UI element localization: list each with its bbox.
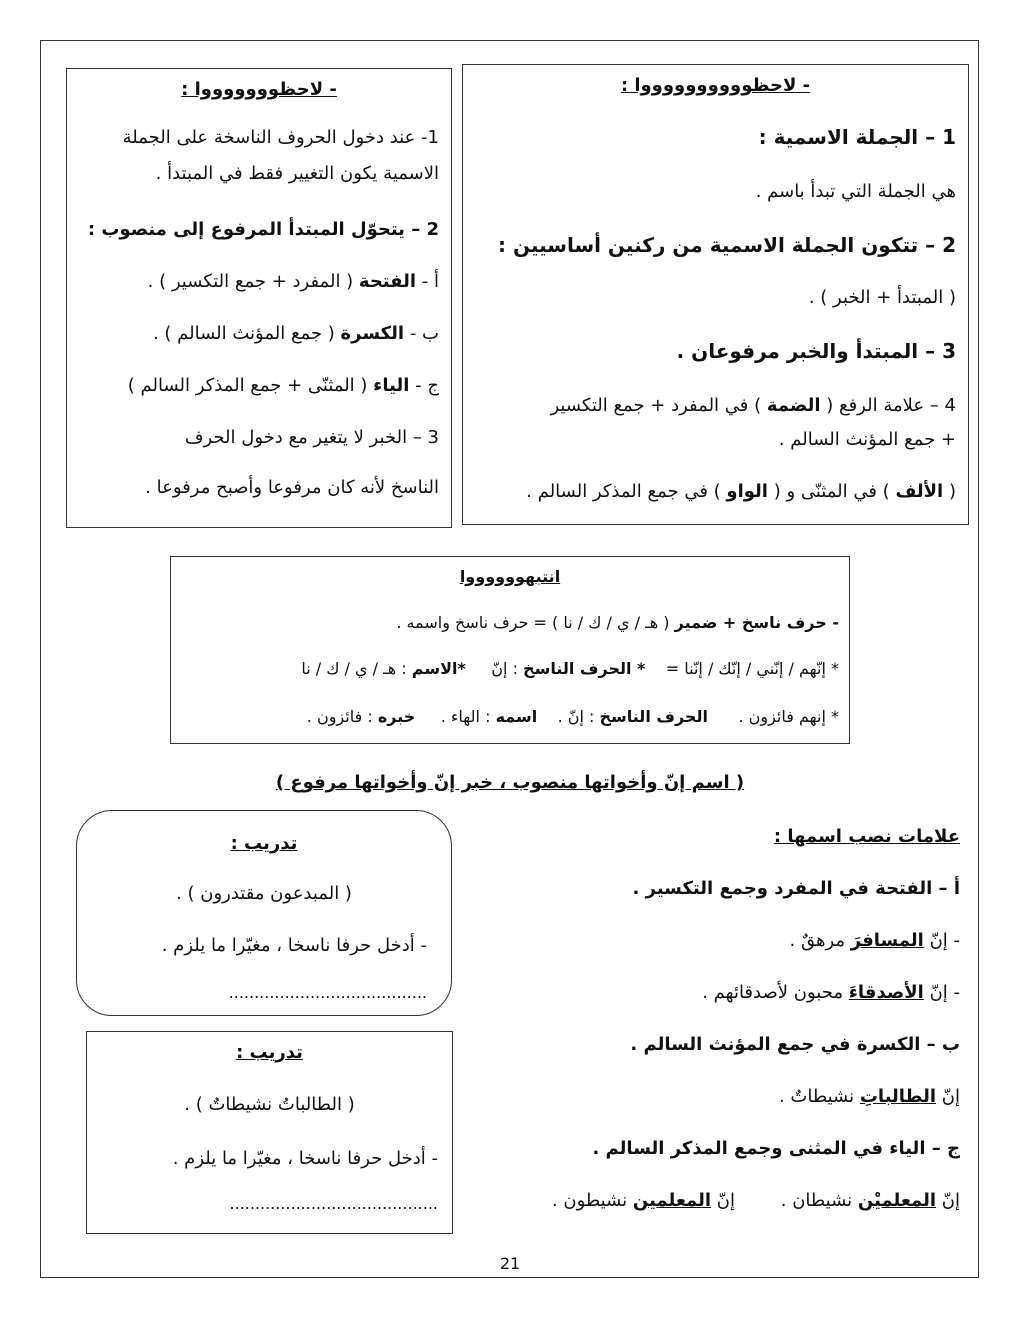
p2-title: 2 – تتكون الجملة الاسمية من ركنين أساسيين : xyxy=(497,233,956,257)
row-1: - حرف ناسخ + ضمير ( هـ / ي / ك / نا ) = حرف ناسخ واسمه . xyxy=(396,613,839,632)
p1-text: هي الجملة التي تبدأ باسم . xyxy=(755,181,956,202)
notes-box-right xyxy=(462,64,969,525)
exercise-box-2 xyxy=(86,1031,453,1234)
p4-line2: + جمع المؤنث السالم . xyxy=(778,429,956,450)
heading: انتبهووووووا xyxy=(459,567,561,586)
signs-example-3: إنّ الطالباتِ نشيطاتٌ . xyxy=(778,1086,960,1107)
heading: - لاحظووووووووووا : xyxy=(620,75,811,96)
answer-line[interactable]: ....................................... xyxy=(228,983,427,1002)
exercise-instruction: - أدخل حرفا ناسخا ، مغيّرا ما يلزم . xyxy=(172,1148,438,1169)
page-number: 21 xyxy=(499,1254,521,1273)
signs-example-2: - إنّ الأصدقاءَ محبون لأصدقائهم . xyxy=(702,982,960,1003)
row-3: * إنهم فائزون . الحرف الناسخ : إنّ . اسمه : الهاء . خبره : فائزون . xyxy=(306,707,839,726)
signs-example-1: - إنّ المسافرَ مرهقٌ . xyxy=(789,930,960,951)
rule-line: ( اسم إنّ وأخواتها منصوب ، خبر إنّ وأخواتها مرفوع ) xyxy=(275,772,745,793)
l2-title: 2 – يتحوّل المبتدأ المرفوع إلى منصوب : xyxy=(87,219,439,240)
l1-line2: الاسمية يكون التغيير فقط في المبتدأ . xyxy=(155,163,439,184)
l2-b: ب - الكسرة ( جمع المؤنث السالم ) . xyxy=(152,323,439,344)
l2-a: أ - الفتحة ( المفرد + جمع التكسير ) . xyxy=(147,271,439,292)
p4-line1: 4 – علامة الرفع ( الضمة ) في المفرد + جمع التكسير xyxy=(550,395,956,416)
signs-a-title: أ – الفتحة في المفرد وجمع التكسير . xyxy=(632,878,960,899)
l3-line2: الناسخ لأنه كان مرفوعا وأصبح مرفوعا . xyxy=(145,477,439,498)
exercise-title: تدريب : xyxy=(236,1042,303,1063)
l2-c: ج - الياء ( المثنّى + جمع المذكر السالم ) xyxy=(127,375,439,396)
heading: - لاحظوووووووا : xyxy=(181,79,337,100)
p5-line: ( الألف ) في المثنّى و ( الواو ) في جمع المذكر السالم . xyxy=(526,481,956,502)
row-2: * إنّهم / إنّني / إنّك / إنّنا = * الحرف الناسخ : إنّ *الاسم : هـ / ي / ك / نا xyxy=(301,659,839,678)
notes-box-left xyxy=(66,68,452,528)
signs-title: علامات نصب اسمها : xyxy=(773,826,960,847)
p2-text: ( المبتدأ + الخبر ) . xyxy=(808,287,956,308)
signs-b-title: ب – الكسرة في جمع المؤنث السالم . xyxy=(630,1034,960,1055)
p1-title: 1 – الجملة الاسمية : xyxy=(758,125,956,149)
p3-title: 3 – المبتدأ والخبر مرفوعان . xyxy=(676,339,956,363)
exercise-sentence: ( المبدعون مقتدرون ) . xyxy=(176,883,352,904)
exercise-title: تدريب : xyxy=(230,833,298,854)
l1-line1: 1- عند دخول الحروف الناسخة على الجملة xyxy=(122,127,439,148)
exercise-instruction: - أدخل حرفا ناسخا ، مغيّرا ما يلزم . xyxy=(161,935,427,956)
exercise-box-1 xyxy=(76,810,452,1016)
signs-c-title: ج – الياء في المثنى وجمع المذكر السالم . xyxy=(592,1138,960,1159)
signs-example-4-5: إنّ المعلميْن نشيطان . إنّ المعلمين نشيطون . xyxy=(551,1190,960,1211)
answer-line[interactable]: ......................................... xyxy=(229,1194,438,1213)
l3-line1: 3 – الخبر لا يتغير مع دخول الحرف xyxy=(184,427,439,448)
attention-box xyxy=(170,556,850,744)
exercise-sentence: ( الطالباتُ نشيطاتٌ ) . xyxy=(184,1094,355,1115)
